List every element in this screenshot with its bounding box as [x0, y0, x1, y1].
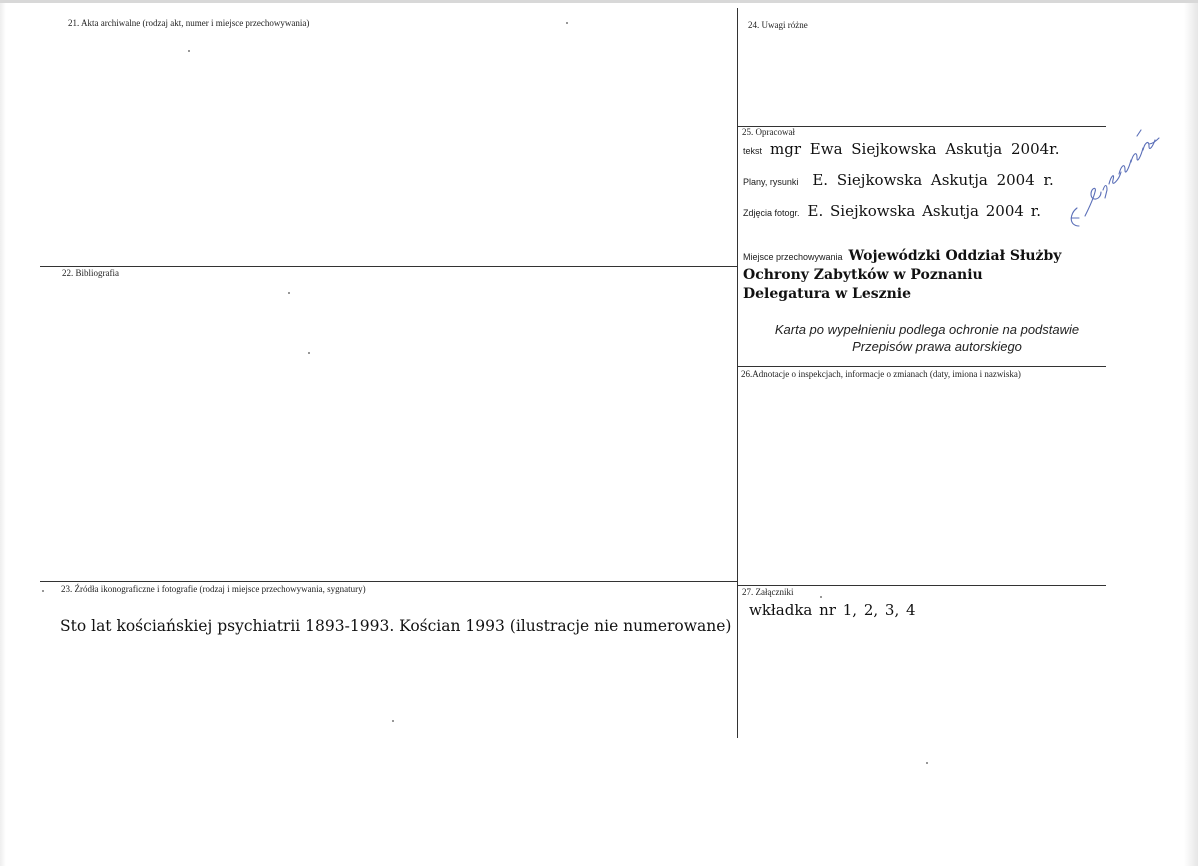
section-23-label: 23. Źródła ikonograficzne i fotografie (rodzaj i miejsce przechowywania, sygnatury): [61, 584, 366, 594]
storage-label: Miejsce przechowywania: [743, 252, 843, 262]
section-27-value: wkładka nr 1, 2, 3, 4: [749, 601, 916, 619]
scan-speck: [820, 596, 822, 598]
storage-row: [743, 248, 1061, 264]
author-row-text: [743, 140, 1059, 158]
handwritten-signature: [1055, 128, 1165, 238]
author-row-plans: [743, 171, 1054, 189]
scan-speck: [42, 590, 44, 592]
scan-speck: [926, 762, 928, 764]
scan-speck: [392, 720, 394, 722]
storage-line-3: Delegatura w Lesznie: [743, 286, 912, 302]
author-row-photos: [743, 202, 1041, 220]
storage-line-1: Wojewódzki Oddział Służby: [848, 248, 1062, 264]
author-row-plans-value: E. Siejkowska Askutja 2004 r.: [812, 171, 1054, 189]
author-row-photos-value: E. Siejkowska Askutja 2004 r.: [807, 202, 1041, 220]
scan-speck: [288, 292, 290, 294]
rule-left-22: [40, 266, 737, 267]
section-24-label: 24. Uwagi różne: [748, 20, 808, 30]
section-23-value: Sto lat kościańskiej psychiatrii 1893-1993. Kościan 1993 (ilustracje nie numerowane): [60, 617, 732, 635]
storage-continued: [743, 266, 983, 304]
scan-speck: [188, 50, 190, 52]
rule-right-26: [738, 366, 1106, 367]
center-divider: [737, 8, 738, 738]
rule-left-23: [40, 581, 737, 582]
copyright-note: [752, 321, 1102, 355]
scan-speck: [566, 22, 568, 24]
section-27-label: 27. Załączniki: [742, 587, 794, 597]
rule-right-27: [738, 585, 1106, 586]
author-row-photos-label: Zdjęcia fotogr.: [743, 208, 800, 218]
section-25-label: 25. Opracował: [742, 127, 795, 137]
author-row-text-value: mgr Ewa Siejkowska Askutja 2004r.: [770, 140, 1060, 158]
copyright-note-line-1: Karta po wypełnieniu podlega ochronie na podstawie: [774, 322, 1080, 337]
scan-top-edge: [0, 0, 1198, 3]
section-26-label: 26.Adnotacje o inspekcjach, informacje o zmianach (daty, imiona i nazwiska): [741, 369, 1021, 379]
storage-line-2: Ochrony Zabytków w Poznaniu: [743, 267, 983, 283]
scan-speck: [308, 352, 310, 354]
section-22-label: 22. Bibliografia: [62, 268, 119, 278]
author-row-plans-label: Plany, rysunki: [743, 177, 799, 187]
section-21-label: 21. Akta archiwalne (rodzaj akt, numer i miejsce przechowywania): [68, 18, 310, 28]
author-row-text-label: tekst: [743, 146, 763, 156]
copyright-note-line-2: Przepisów prawa autorskiego: [852, 339, 1022, 354]
